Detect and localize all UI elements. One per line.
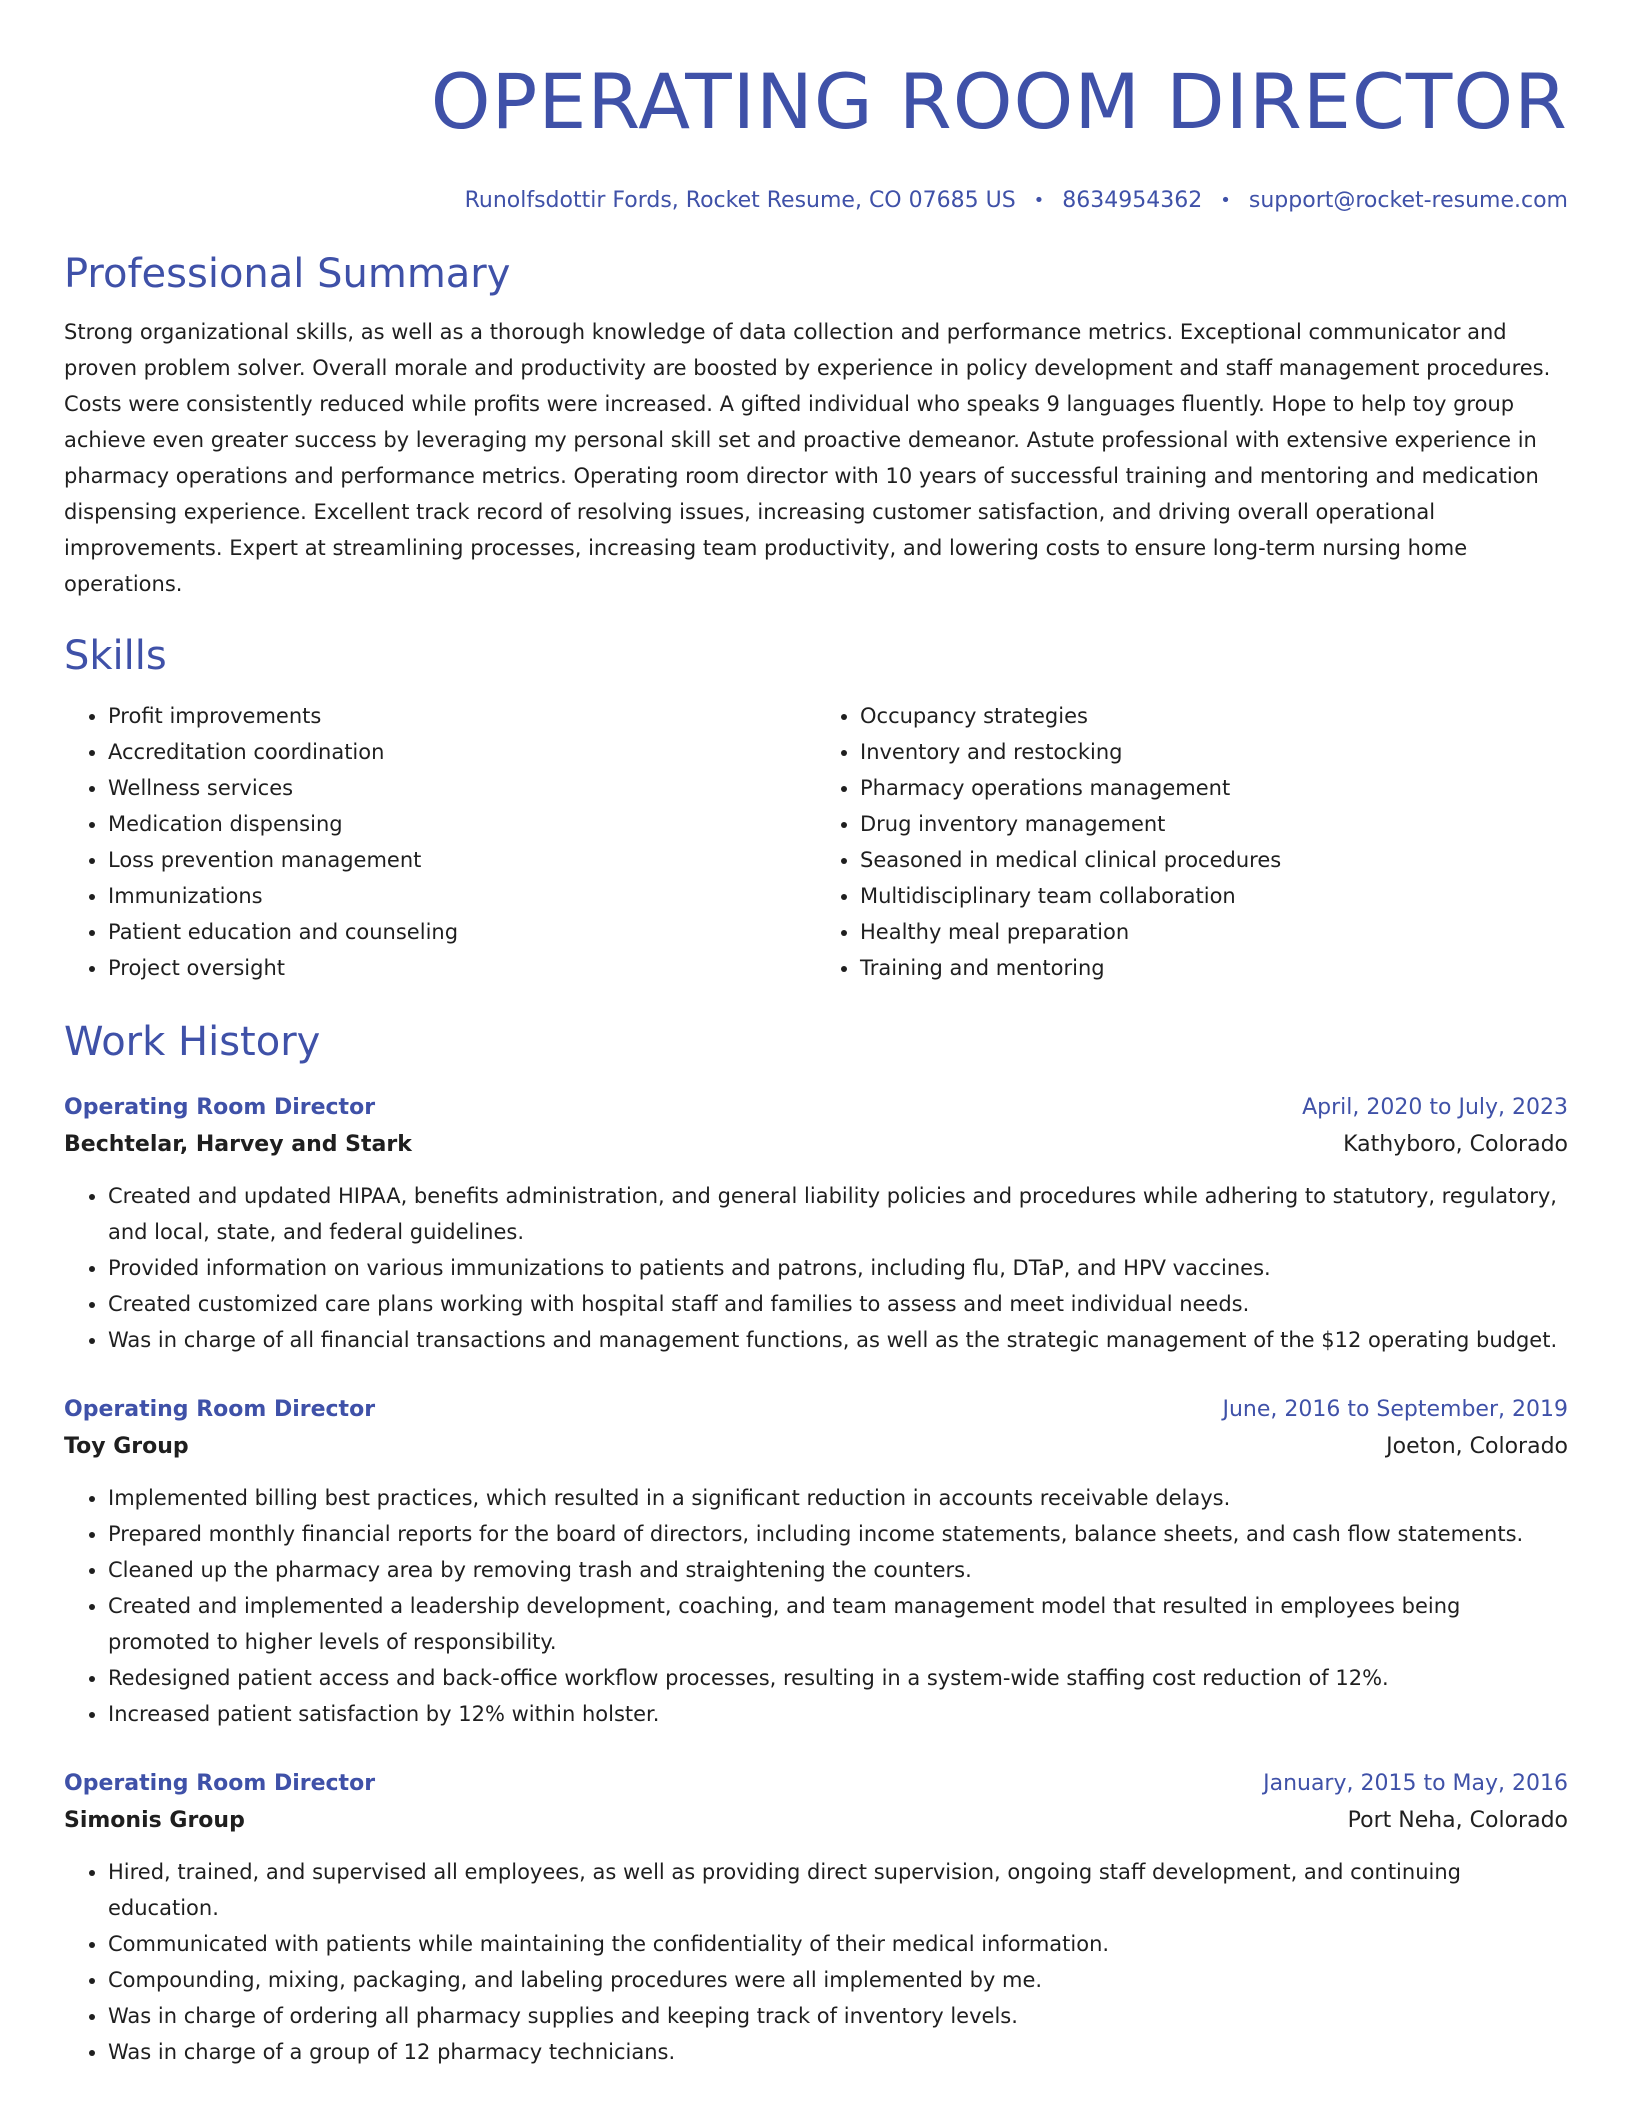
work-history-section xyxy=(64,1016,1568,2070)
job-bullet: • Hired, trained, and supervised all employees, as well as providing direct supervision, ongoing staff development, and continuing education. xyxy=(108,1854,1568,1926)
job-title-row xyxy=(64,1766,1568,1802)
contact-separator: • xyxy=(1033,190,1045,211)
skills-grid xyxy=(64,698,1568,986)
contact-info xyxy=(64,186,1568,216)
skill-item: • Profit improvements xyxy=(108,698,816,734)
job-title: Operating Room Director xyxy=(64,1095,376,1120)
job-location: Port Neha, Colorado xyxy=(1347,1808,1568,1833)
job-bullet: • Cleaned up the pharmacy area by removing trash and straightening the counters. xyxy=(108,1552,1568,1588)
skill-item: • Immunizations xyxy=(108,878,816,914)
job-bullet: • Was in charge of a group of 12 pharmacy technicians. xyxy=(108,2034,1568,2070)
summary-section xyxy=(64,248,1568,602)
job-bullet: • Redesigned patient access and back-office workflow processes, resulting in a system-wide staffing cost reduction of 12%. xyxy=(108,1660,1568,1696)
job-dates: April, 2020 to July, 2023 xyxy=(1302,1095,1568,1120)
skill-item: • Inventory and restocking xyxy=(860,734,1568,770)
job-bullet-list xyxy=(64,1178,1568,1358)
skill-item: • Multidisciplinary team collaboration xyxy=(860,878,1568,914)
job-title-row xyxy=(64,1090,1568,1126)
job-title: Operating Room Director xyxy=(64,1397,376,1422)
contact-phone: 8634954362 xyxy=(1062,188,1203,213)
job-bullet: • Created and updated HIPAA, benefits administration, and general liability policies and procedures while adhering to statutory, regulatory, and local, state, and federal guidelines. xyxy=(108,1178,1568,1250)
job-bullet: • Increased patient satisfaction by 12% within holster. xyxy=(108,1696,1568,1732)
job-bullet: • Prepared monthly financial reports for the board of directors, including income statements, balance sheets, and cash flow statements. xyxy=(108,1516,1568,1552)
work-history-heading: Work History xyxy=(64,1019,321,1065)
resume-name: OPERATING ROOM DIRECTOR xyxy=(430,57,1568,146)
job-bullet: • Was in charge of all financial transactions and management functions, as well as the strategic management of the $12 operating budget. xyxy=(108,1322,1568,1358)
job-company-row xyxy=(64,1428,1568,1466)
job-title-row xyxy=(64,1392,1568,1428)
skill-item: • Training and mentoring xyxy=(860,950,1568,986)
contact-separator: • xyxy=(1220,190,1231,211)
resume-header xyxy=(64,54,1568,216)
job-bullet: • Created and implemented a leadership development, coaching, and team management model that resulted in employees being promoted to higher levels of responsibility. xyxy=(108,1588,1568,1660)
job-entry xyxy=(64,1090,1568,1358)
job-entry xyxy=(64,1766,1568,2070)
job-bullet: • Created customized care plans working with hospital staff and families to assess and meet individual needs. xyxy=(108,1286,1568,1322)
job-location: Kathyboro, Colorado xyxy=(1343,1132,1568,1157)
job-bullet-list xyxy=(64,1480,1568,1732)
skill-item: • Accreditation coordination xyxy=(108,734,816,770)
job-bullet: • Compounding, mixing, packaging, and labeling procedures were all implemented by me. xyxy=(108,1962,1568,1998)
job-company: Toy Group xyxy=(64,1434,189,1459)
job-bullet: • Implemented billing best practices, which resulted in a significant reduction in accounts receivable delays. xyxy=(108,1480,1568,1516)
skill-item: • Patient education and counseling xyxy=(108,914,816,950)
skill-item: • Seasoned in medical clinical procedures xyxy=(860,842,1568,878)
summary-text: Strong organizational skills, as well as a thorough knowledge of data collection and performance metrics. Exceptional communicator and proven problem solver. Overall morale and productivity are boosted by experience in policy development and staff management procedures. Costs were consistently reduced while profits were increased. A gifted individual who speaks 9 languages fluently. Hope to help toy group achieve even greater success by leveraging my personal skill set and proactive demeanor. Astute professional with extensive experience in pharmacy operations and performance metrics. Operating room director with 10 years of successful training and mentoring and medication dispensing experience. Excellent track record of resolving issues, increasing customer satisfaction, and driving overall operational improvements. Expert at streamlining processes, increasing team productivity, and lowering costs to ensure long-term nursing home operations. xyxy=(64,320,1551,596)
job-company: Bechtelar, Harvey and Stark xyxy=(64,1132,412,1157)
skill-item: • Occupancy strategies xyxy=(860,698,1568,734)
contact-email: support@rocket-resume.com xyxy=(1248,188,1568,213)
skill-item: • Wellness services xyxy=(108,770,816,806)
job-bullet: • Was in charge of ordering all pharmacy supplies and keeping track of inventory levels. xyxy=(108,1998,1568,2034)
job-company-row xyxy=(64,1802,1568,1840)
skill-item: • Loss prevention management xyxy=(108,842,816,878)
skills-column-right xyxy=(816,698,1568,986)
contact-address: Runolfsdottir Fords, Rocket Resume, CO 07685 US xyxy=(464,188,1016,213)
job-bullet: • Provided information on various immunizations to patients and patrons, including flu, DTaP, and HPV vaccines. xyxy=(108,1250,1568,1286)
job-list xyxy=(64,1090,1568,2070)
summary-heading: Professional Summary xyxy=(64,251,511,297)
job-company: Simonis Group xyxy=(64,1808,245,1833)
skills-column-left xyxy=(64,698,816,986)
job-title: Operating Room Director xyxy=(64,1771,376,1796)
job-bullet: • Communicated with patients while maintaining the confidentiality of their medical information. xyxy=(108,1926,1568,1962)
job-dates: June, 2016 to September, 2019 xyxy=(1222,1397,1568,1422)
job-bullet-list xyxy=(64,1854,1568,2070)
job-company-row xyxy=(64,1126,1568,1164)
skills-section xyxy=(64,630,1568,986)
skill-item: • Medication dispensing xyxy=(108,806,816,842)
skill-item: • Drug inventory management xyxy=(860,806,1568,842)
job-location: Joeton, Colorado xyxy=(1386,1434,1568,1459)
skill-item: • Pharmacy operations management xyxy=(860,770,1568,806)
skills-heading: Skills xyxy=(64,633,167,679)
skill-item: • Project oversight xyxy=(108,950,816,986)
skill-item: • Healthy meal preparation xyxy=(860,914,1568,950)
job-dates: January, 2015 to May, 2016 xyxy=(1263,1771,1568,1796)
job-entry xyxy=(64,1392,1568,1732)
